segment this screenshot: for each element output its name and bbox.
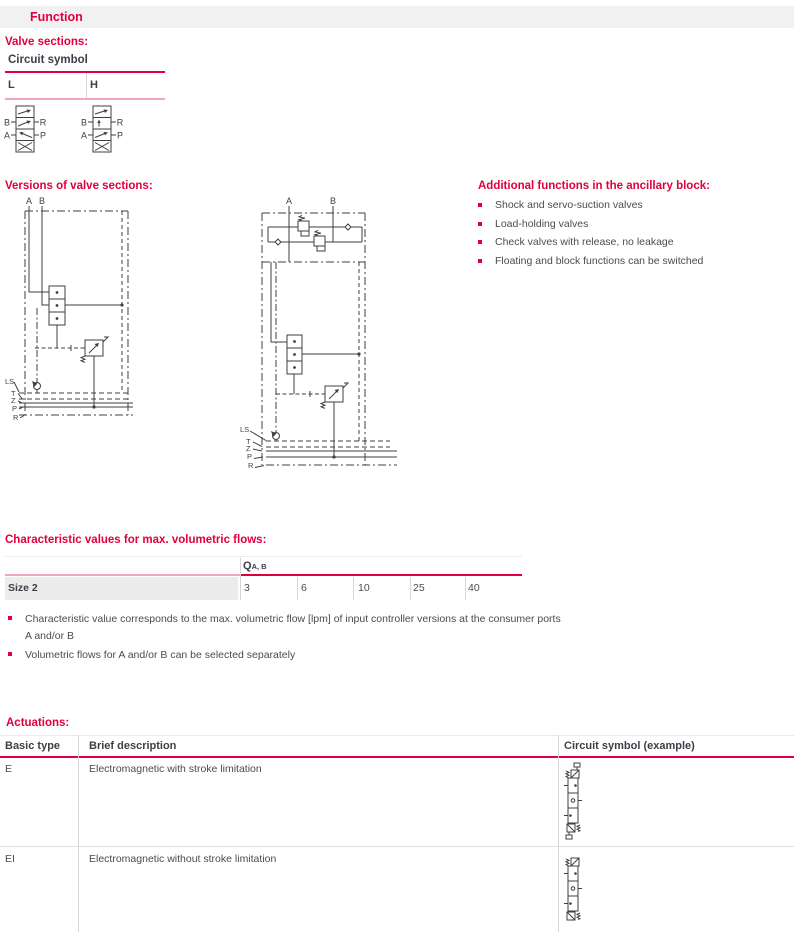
valve-circuit-symbol-l [2,103,48,157]
list-item [8,611,573,645]
bullet-square-icon [478,203,482,207]
column-separator [410,577,411,600]
actuation-symbol-ei [564,853,582,925]
column-separator [86,73,87,98]
column-separator [353,577,354,600]
bullet-square-icon [478,222,482,226]
port-label-a: A [80,130,88,141]
column-header-basic-type: Basic type [5,740,61,752]
bullet-square-icon [478,240,482,244]
port-label-r: R [248,461,254,470]
port-label-r: R [13,413,19,422]
flow-value: 10 [358,582,370,594]
list-item [8,647,573,664]
ancillary-heading: Additional functions in the ancillary block: [478,180,710,192]
bullet-square-icon [8,616,12,620]
port-label-p: P [39,130,47,141]
list-item-text: Volumetric flows for A and/or B can be selected separately [25,649,296,661]
flow-value: 25 [413,582,425,594]
port-label-b: B [329,196,337,206]
actuation-type: E [5,763,13,775]
page-title: Function [30,10,83,24]
port-label-z: Z [11,396,16,405]
port-label-b: B [3,117,11,128]
table-top-border [0,735,794,736]
port-label-a: A [25,196,33,206]
column-separator [465,577,466,600]
list-item-text: Characteristic value corresponds to the max. volumetric flow [lpm] of input controller versions at the consumer ports A and/or B [25,613,561,642]
column-header-circuit-symbol: Circuit symbol (example) [564,740,695,752]
table-rule [5,71,165,73]
port-label-p: P [247,452,253,461]
list-item-text: Load-holding valves [495,217,589,230]
bullet-square-icon [478,259,482,263]
column-separator [558,735,559,932]
port-label-ls: LS [5,377,15,386]
flows-heading: Characteristic values for max. volumetric flows: [5,534,267,546]
actuation-type: EI [5,853,15,865]
ancillary-functions-block [478,180,788,272]
list-item [478,235,788,249]
versions-heading: Versions of valve sections: [5,180,153,192]
actuation-symbol-e [564,761,582,841]
table-rule [240,574,522,576]
valve-section-diagram-ancillary [238,196,403,474]
port-label-r: R [39,117,47,128]
table-top-border [5,556,522,557]
flow-value: 6 [301,582,307,594]
list-item-text: Shock and servo-suction valves [495,199,643,211]
list-item-text: Floating and block functions can be switched [495,254,704,267]
port-label-p: P [12,404,18,413]
flow-row-label: Size 2 [8,582,38,594]
q-subscript: A, B [251,562,267,571]
flow-value: 40 [468,582,480,594]
valve-sections-heading: Valve sections: [5,36,89,48]
list-item-text: Check valves with release, no leakage [495,236,674,248]
list-item [478,254,788,268]
list-item [478,217,788,231]
port-label-b: B [38,196,46,206]
valve-circuit-symbol-h [79,103,125,157]
port-label-a: A [3,130,11,141]
port-label-p: P [116,130,124,141]
port-label-r: R [116,117,124,128]
bullet-square-icon [8,652,12,656]
actuations-heading: Actuations: [6,717,70,729]
port-label-t: T [246,437,251,446]
column-header-l: L [8,79,15,91]
actuation-description: Electromagnetic with stroke limitation [89,763,262,775]
column-header-brief-description: Brief description [89,740,177,752]
port-label-t: T [11,389,16,398]
column-separator [78,735,79,932]
valve-section-diagram-basic [5,196,145,434]
row-separator [0,846,794,847]
table-rule [5,574,240,576]
port-label-a: A [285,196,293,206]
row-highlight [5,577,238,600]
actuation-description: Electromagnetic without stroke limitation [89,853,277,865]
q-symbol: Q [243,560,252,572]
table-rule [5,98,165,100]
port-label-z: Z [246,444,251,453]
column-header-h: H [90,79,98,91]
table-rule [0,756,794,758]
port-label-b: B [80,117,88,128]
column-separator [240,558,241,600]
flow-value: 3 [244,582,250,594]
list-item [478,198,788,212]
function-header-bar [0,6,794,28]
flow-table-q-header [243,560,267,572]
circuit-symbol-table-title: Circuit symbol [8,54,88,66]
column-separator [297,577,298,600]
port-label-ls: LS [240,425,250,434]
